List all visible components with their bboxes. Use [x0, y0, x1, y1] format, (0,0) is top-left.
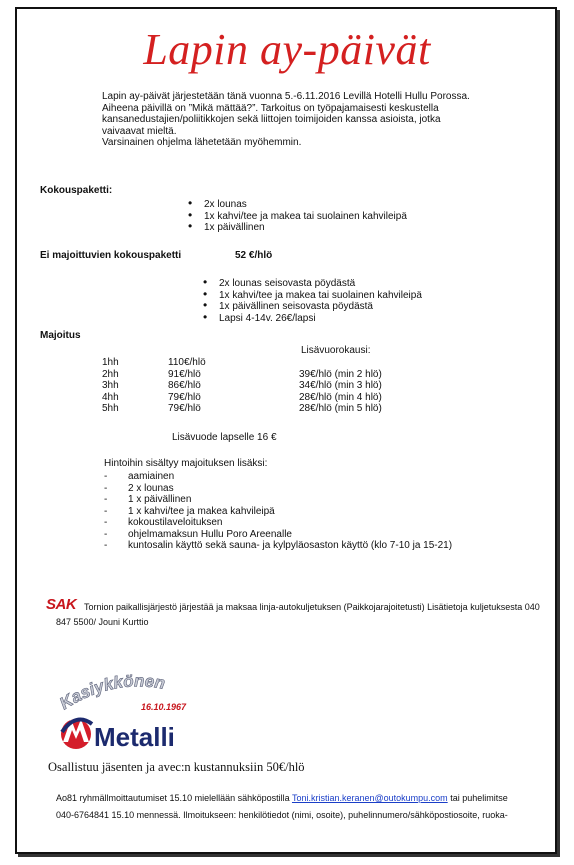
- m-emblem-icon: [61, 719, 92, 749]
- room-type: 2hh: [102, 368, 119, 380]
- page-title: Lapin ay-päivät: [143, 25, 431, 74]
- list-item: - kuntosalin käyttö sekä sauna- ja kylpyläosaston käyttö (klo 7-10 ja 15-21): [104, 540, 452, 552]
- intro-text: [102, 91, 482, 149]
- contact-email-link[interactable]: Toni.kristian.keranen@outokumpu.com: [291, 793, 448, 803]
- extra-bed-note: Lisävuode lapselle 16 €: [172, 432, 277, 443]
- metalli-logo: [56, 672, 216, 752]
- extra-night-label: Lisävuorokausi:: [301, 345, 371, 356]
- room-price: 91€/hlö: [168, 368, 201, 380]
- room-extra: 34€/hlö (min 3 hlö): [299, 380, 382, 391]
- participation-note: Osallistuu jäsenten ja avec:n kustannuksiin 50€/hlö: [48, 760, 305, 774]
- room-price: 110€/hlö: [168, 357, 206, 368]
- room-price: 79€/hlö: [168, 403, 201, 414]
- list-item: • 1x kahvi/tee ja makea tai suolainen kahvileipä: [188, 211, 407, 223]
- list-item: - kokoustilaveloituksen: [104, 517, 452, 529]
- list-item: • 1x päivällinen: [188, 222, 407, 234]
- room-extra: 39€/hlö (min 2 hlö): [299, 368, 382, 380]
- ei-majoittuvien-list: [203, 278, 422, 324]
- sak-transport-text: Tornion paikallisjärjestö järjestää ja maksaa linja-autokuljetuksen (Paikkojarajoitetusti) Lisätietoja kuljetuksesta 040 847 5500/ Jouni Kurttio: [56, 602, 540, 627]
- logo-arc-text: Kasiykkönen: [56, 672, 167, 714]
- room-type: 3hh: [102, 380, 119, 391]
- intro-line-1: Lapin ay-päivät järjestetään tänä vuonna 5.-6.11.2016 Levillä Hotelli Hullu Porossa.: [102, 91, 470, 102]
- room-type: 5hh: [102, 403, 119, 414]
- sak-logo: SAK: [46, 596, 77, 613]
- registration-text-before: Ao81 ryhmällmoittautumiset 15.10 mielellään sähköpostilla: [56, 793, 290, 803]
- list-item: • 1x kahvi/tee ja makea tai suolainen kahvileipä: [203, 290, 422, 302]
- kokouspaketti-heading: Kokouspaketti:: [40, 185, 113, 196]
- metalli-logo-graphic: [56, 672, 216, 752]
- room-extra: 28€/hlö (min 4 hlö): [299, 391, 382, 403]
- registration-text-after: tai puhelimitse 040-6764841 15.10 mennessä. Ilmoitukseen: henkilötiedot (nimi, osoite), puhelinnumero/sähköpostiosoite, ruoka-: [56, 793, 508, 820]
- list-item: - ohjelmamaksun Hullu Poro Areenalle: [104, 529, 452, 541]
- list-item: - 1 x päivällinen: [104, 494, 452, 506]
- room-type: 1hh: [102, 357, 119, 368]
- list-item: - 1 x kahvi/tee ja makea kahvileipä: [104, 506, 452, 518]
- list-item: • 2x lounas seisovasta pöydästä: [203, 278, 422, 290]
- list-item: • 1x päivällinen seisovasta pöydästä: [203, 301, 422, 313]
- logo-name: Metalli: [94, 722, 175, 752]
- registration-text: [56, 790, 526, 824]
- room-price: 86€/hlö: [168, 380, 201, 391]
- intro-line-2: Aiheena päivillä on ”Mikä mättää?”. Tarkoitus on työpajamaisesti keskustella kansanedustajien/poliitikkojen sekä liittojen toimijoiden kanssa asioista, jotka vaivaavat mieltä.: [102, 102, 441, 137]
- includes-list: [104, 471, 452, 552]
- includes-heading: Hintoihin sisältyy majoituksen lisäksi:: [104, 458, 268, 469]
- list-item: - 2 x lounas: [104, 483, 452, 495]
- ei-majoittuvien-heading: Ei majoittuvien kokouspaketti: [40, 250, 182, 261]
- ei-majoittuvien-price: 52 €/hlö: [235, 250, 273, 261]
- room-price: 79€/hlö: [168, 391, 201, 403]
- kokouspaketti-list: [188, 199, 407, 234]
- majoitus-heading: Majoitus: [40, 330, 81, 341]
- list-item: • Lapsi 4-14v. 26€/lapsi: [203, 313, 422, 325]
- logo-date: 16.10.1967: [141, 702, 187, 712]
- list-item: - aamiainen: [104, 471, 452, 483]
- room-extra: 28€/hlö (min 5 hlö): [299, 403, 382, 414]
- list-item: • 2x lounas: [188, 199, 407, 211]
- room-type: 4hh: [102, 391, 119, 403]
- intro-line-3: Varsinainen ohjelma lähetetään myöhemmin.: [102, 137, 302, 148]
